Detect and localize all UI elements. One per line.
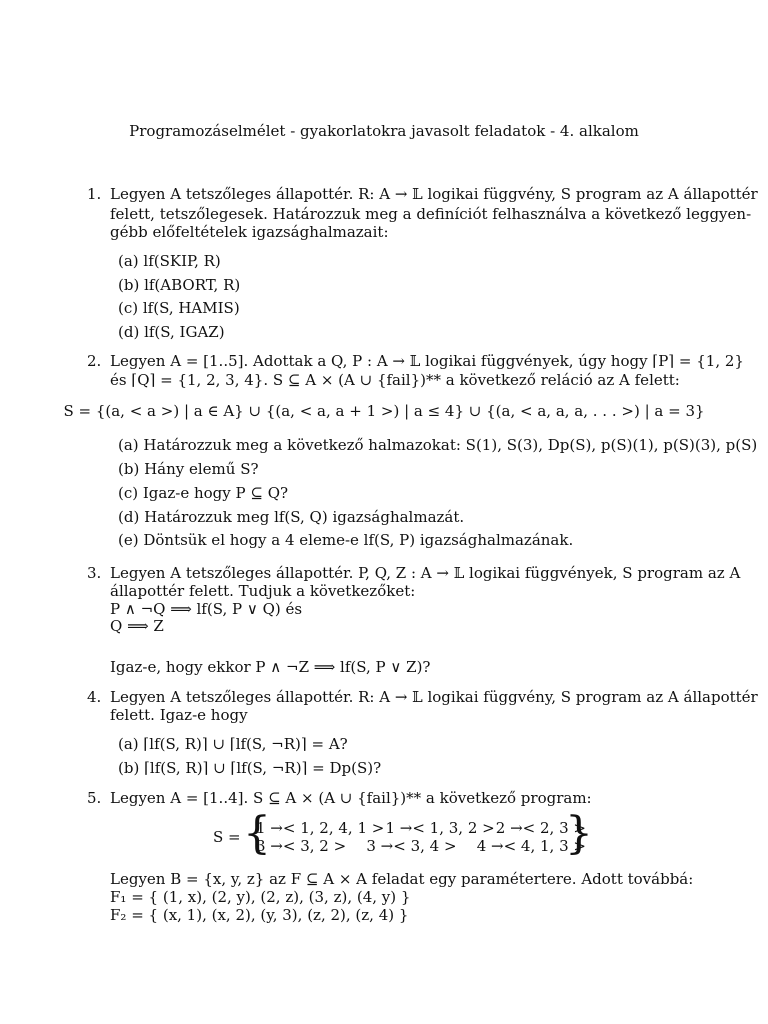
problem-2-item-c: (c) Igaz-e hogy P ⊆ Q? bbox=[118, 484, 289, 502]
program-relation-matrix bbox=[213, 808, 593, 860]
matrix-cell: 1 →< 1, 3, 2 > bbox=[385, 819, 495, 837]
problem-1-number: 1. bbox=[87, 185, 102, 203]
problem-4-item-a: (a) ⌈lf(S, R)⌉ ∪ ⌈lf(S, ¬R)⌉ = A? bbox=[118, 735, 348, 753]
problem-1-item-a: (a) lf(SKIP, R) bbox=[118, 252, 221, 270]
matrix-cell: 3 →< 3, 2 > bbox=[256, 837, 347, 855]
problem-5-text-line: Legyen A = [1..4]. S ⊆ A × (A ∪ {fail})** a következő program: bbox=[110, 789, 592, 807]
problem-5-f1-definition: F₁ = { (1, x), (2, y), (2, z), (3, z), (4, y) } bbox=[110, 888, 411, 906]
problem-1-text-line: gébb előfeltételek igazsághalmazait: bbox=[110, 223, 389, 241]
problem-2-item-b: (b) Hány elemű S? bbox=[118, 460, 259, 478]
problem-3-text-line: állapottér felett. Tudjuk a következőket: bbox=[110, 582, 416, 600]
problem-1-item-c: (c) lf(S, HAMIS) bbox=[118, 299, 240, 317]
left-brace: { bbox=[243, 808, 271, 859]
problem-2-formula: S = {(a, < a >) | a ∈ A} ∪ {(a, < a, a + 1 >) | a ≤ 4} ∪ {(a, < a, a, a, . . . >) | a = 3} bbox=[63, 402, 705, 420]
problem-4-number: 4. bbox=[87, 688, 102, 706]
problem-4-text-line: felett. Igaz-e hogy bbox=[110, 706, 248, 724]
problem-2-text-line: és ⌈Q⌉ = {1, 2, 3, 4}. S ⊆ A × (A ∪ {fail})** a következő reláció az A felett: bbox=[110, 371, 680, 389]
matrix-cell: 4 →< 4, 1, 3 > bbox=[476, 837, 586, 855]
right-brace: } bbox=[565, 808, 593, 859]
problem-1-item-d: (d) lf(S, IGAZ) bbox=[118, 323, 225, 341]
page-title: Programozáselmélet - gyakorlatokra javasolt feladatok - 4. alkalom bbox=[129, 122, 639, 140]
problem-5-number: 5. bbox=[87, 789, 102, 807]
matrix-label: S = bbox=[213, 828, 241, 846]
problem-2-number: 2. bbox=[87, 352, 102, 370]
problem-4-text-line: Legyen A tetszőleges állapottér. R: A → 𝕃 logikai függvény, S program az A állapottér bbox=[110, 688, 758, 706]
problem-1-text-line: felett, tetszőlegesek. Határozzuk meg a definíciót felhasználva a következő leggyen- bbox=[110, 205, 752, 223]
problem-3-question: Igaz-e, hogy ekkor P ∧ ¬Z ⟹ lf(S, P ∨ Z)? bbox=[110, 658, 431, 676]
problem-1-text-line: Legyen A tetszőleges állapottér. R: A → 𝕃 logikai függvény, S program az A állapottér bbox=[110, 185, 758, 203]
problem-3-text-line: Legyen A tetszőleges állapottér. P, Q, Z : A → 𝕃 logikai függvények, S program az A bbox=[110, 564, 741, 582]
problem-3-number: 3. bbox=[87, 564, 102, 582]
matrix-row bbox=[256, 819, 586, 837]
problem-2-item-a: (a) Határozzuk meg a következő halmazokat: S(1), S(3), Dp(S), p(S)(1), p(S)(3), p(S) bbox=[118, 436, 758, 454]
problem-2-item-d: (d) Határozzuk meg lf(S, Q) igazsághalmazát. bbox=[118, 508, 465, 526]
problem-3-text-line: Q ⟹ Z bbox=[110, 617, 164, 635]
problem-2-item-e: (e) Döntsük el hogy a 4 eleme-e lf(S, P) igazsághalmazának. bbox=[118, 531, 574, 549]
matrix-cell: 3 →< 3, 4 > bbox=[366, 837, 457, 855]
matrix-row bbox=[256, 837, 586, 855]
problem-1-item-b: (b) lf(ABORT, R) bbox=[118, 276, 241, 294]
problem-4-item-b: (b) ⌈lf(S, R)⌉ ∪ ⌈lf(S, ¬R)⌉ = Dp(S)? bbox=[118, 759, 382, 777]
problem-2-text-line: Legyen A = [1..5]. Adottak a Q, P : A → 𝕃 logikai függvények, úgy hogy ⌈P⌉ = {1, 2} bbox=[110, 352, 744, 370]
matrix-cell: 1 →< 1, 2, 4, 1 > bbox=[256, 819, 385, 837]
problem-5-f2-definition: F₂ = { (x, 1), (x, 2), (y, 3), (z, 2), (z, 4) } bbox=[110, 906, 409, 924]
problem-5-text-line: Legyen B = {x, y, z} az F ⊆ A × A feladat egy paramétertere. Adott továbbá: bbox=[110, 870, 694, 888]
problem-3-text-line: P ∧ ¬Q ⟹ lf(S, P ∨ Q) és bbox=[110, 600, 303, 618]
matrix-cell: 2 →< 2, 3 > bbox=[495, 819, 586, 837]
